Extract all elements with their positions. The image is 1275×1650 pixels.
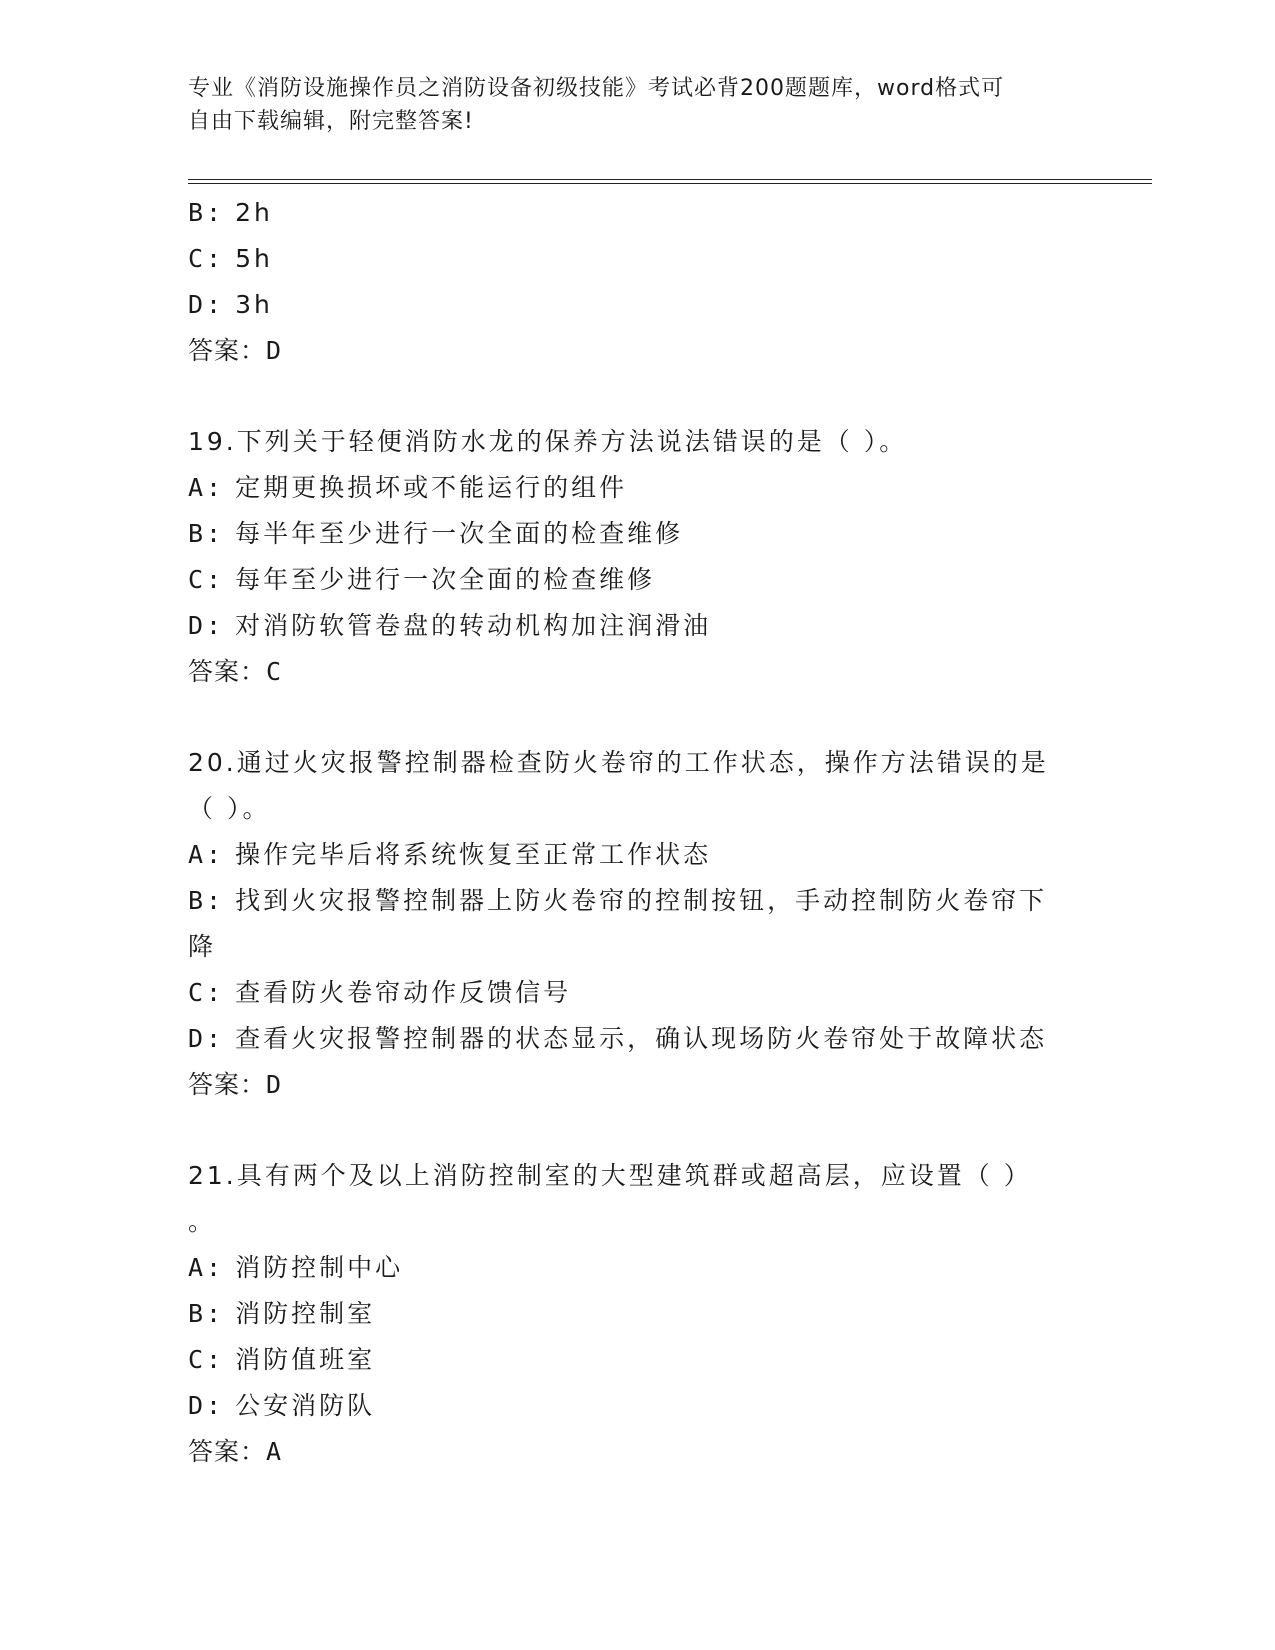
option-key: C: xyxy=(188,1345,225,1374)
answer-line xyxy=(188,649,1088,695)
question-text-line-2: （ ）。 xyxy=(188,794,271,823)
option-text: 查看火灾报警控制器的状态显示，确认现场防火卷帘处于故障状态 xyxy=(235,1024,1048,1053)
option-c xyxy=(188,970,1088,1016)
answer-label: 答案： xyxy=(188,657,267,686)
option-b xyxy=(188,190,1088,236)
answer-line xyxy=(188,1429,1088,1475)
option-text: 2h xyxy=(235,198,273,227)
option-text: 对消防软管卷盘的转动机构加注润滑油 xyxy=(235,611,712,640)
option-text: 查看防火卷帘动作反馈信号 xyxy=(235,978,572,1007)
option-key: C: xyxy=(188,244,225,273)
option-d xyxy=(188,603,1088,649)
option-c xyxy=(188,557,1088,603)
option-text: 5h xyxy=(235,244,273,273)
option-text: 找到火灾报警控制器上防火卷帘的控制按钮，手动控制防火卷帘下 xyxy=(235,886,1048,915)
option-key: B: xyxy=(188,198,225,227)
answer-label: 答案： xyxy=(188,336,267,365)
option-key: D: xyxy=(188,1391,225,1420)
option-d xyxy=(188,282,1088,328)
question-text: 19.下列关于轻便消防水龙的保养方法说法错误的是（ ）。 xyxy=(188,427,908,456)
option-key: A: xyxy=(188,840,225,869)
question-text-line-1: 21.具有两个及以上消防控制室的大型建筑群或超高层，应设置（ ） xyxy=(188,1161,1032,1190)
option-text: 操作完毕后将系统恢复至正常工作状态 xyxy=(235,840,712,869)
option-a xyxy=(188,1245,1088,1291)
option-text: 3h xyxy=(235,290,273,319)
option-key: D: xyxy=(188,290,225,319)
question-19 xyxy=(188,419,1088,695)
option-key: C: xyxy=(188,565,225,594)
option-b-continued: 降 xyxy=(188,932,217,961)
header-line-2: 自由下载编辑，附完整答案! xyxy=(188,109,474,134)
option-key: B: xyxy=(188,1299,225,1328)
option-b xyxy=(188,878,1088,924)
option-key: D: xyxy=(188,1024,225,1053)
option-text: 每年至少进行一次全面的检查维修 xyxy=(235,565,656,594)
answer-label: 答案： xyxy=(188,1070,267,1099)
option-key: A: xyxy=(188,473,225,502)
question-text-line-2: 。 xyxy=(188,1207,217,1236)
option-a xyxy=(188,465,1088,511)
option-key: C: xyxy=(188,978,225,1007)
option-text: 每半年至少进行一次全面的检查维修 xyxy=(235,519,684,548)
answer-value: D xyxy=(266,336,283,365)
question-20 xyxy=(188,740,1088,1108)
answer-line xyxy=(188,328,1088,374)
option-key: B: xyxy=(188,519,225,548)
option-a xyxy=(188,832,1088,878)
option-b xyxy=(188,1291,1088,1337)
option-text: 消防控制室 xyxy=(235,1299,376,1328)
header-line-1: 专业《消防设施操作员之消防设备初级技能》考试必背200题题库，word格式可 xyxy=(188,76,1005,101)
answer-line xyxy=(188,1062,1088,1108)
answer-value: C xyxy=(266,657,283,686)
document-header xyxy=(188,72,1088,138)
option-key: A: xyxy=(188,1253,225,1282)
option-text: 消防值班室 xyxy=(235,1345,376,1374)
question-18 xyxy=(188,190,1088,374)
header-rule-top xyxy=(188,179,1152,180)
option-key: D: xyxy=(188,611,225,640)
option-text: 公安消防队 xyxy=(235,1391,376,1420)
answer-value: D xyxy=(266,1070,283,1099)
question-21 xyxy=(188,1153,1088,1475)
option-b xyxy=(188,511,1088,557)
option-c xyxy=(188,236,1088,282)
option-key: B: xyxy=(188,886,225,915)
option-text: 消防控制中心 xyxy=(235,1253,404,1282)
header-rule-bottom xyxy=(188,183,1152,184)
option-c xyxy=(188,1337,1088,1383)
document-body xyxy=(188,190,1088,1475)
option-d xyxy=(188,1383,1088,1429)
option-d xyxy=(188,1016,1088,1062)
answer-label: 答案： xyxy=(188,1437,267,1466)
answer-value: A xyxy=(266,1437,283,1466)
question-text-line-1: 20.通过火灾报警控制器检查防火卷帘的工作状态，操作方法错误的是 xyxy=(188,748,1049,777)
option-text: 定期更换损坏或不能运行的组件 xyxy=(235,473,628,502)
